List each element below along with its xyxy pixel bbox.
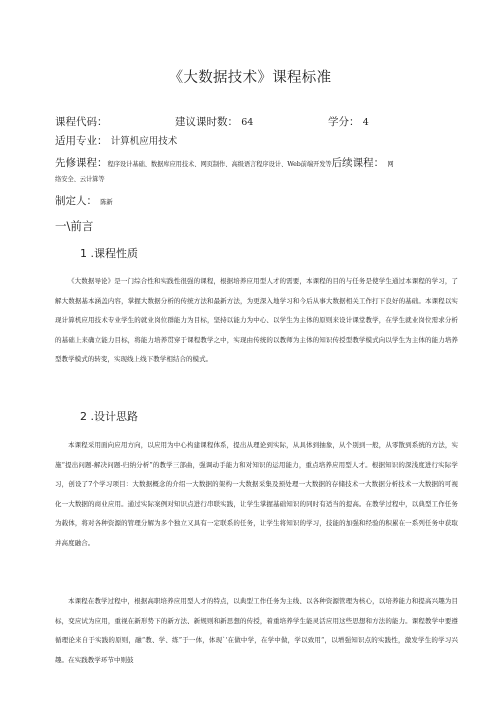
meta-row-major [55,133,177,148]
prereq-value: 程序设计基础、数据库应用技术、网页制作、高级语言程序设计、Web前端开发等 [107,161,332,168]
meta-row-code [55,114,108,129]
subheading-design-ideas: 2 .设计思路 [80,410,138,423]
major-value: 计算机应用技术 [110,136,178,147]
major-label: 适用专业： [55,135,108,147]
paragraph-design-ideas-2: 本课程在教学过程中，根据高职培养应用型人才的特点，以典型工作任务为主线、以各种资源管理为核心，以培养能力和提高兴趣为目标，变应试为应用，重视在新形势下的新方法、新规则和新思想的传授，着重培养学生能灵活应用这些思想和方法的能力。课程教学中要遵循理论来自于实践的原则，融“教、学、练”于一体，体现`'在做中学，在学中做，学以致用“，以增强知识点的实践性，激发学生的学习兴趣。在实践教学环节中则鼓 [55,597,458,664]
credit-label: 学分： [328,116,360,128]
author-value: 陈新 [100,199,113,206]
subheading-course-nature: 1 .课程性质 [80,247,138,260]
credit-value: 4 [362,117,369,128]
meta-row-author [55,193,113,208]
meta-row-hours [175,114,253,129]
author-label: 制定人： [55,195,97,207]
section-heading-preface: 一\前言 [55,219,94,233]
hours-label: 建议课时数： [175,116,238,128]
hours-value: 64 [241,117,254,128]
followup-label: 后续课程： [331,157,385,169]
followup-value: 网 [387,161,394,168]
meta-row-credit [328,114,369,129]
document-title: 《大数据技术》课程标准 [168,70,332,86]
meta-row-followup-cont [55,173,105,184]
followup-value-cont: 络安全、云计算等 [55,176,105,183]
paragraph-course-nature: 《大数据导论》是一门综合性和实践性很强的课程，根据培养应用型人才的需要，本课程的目的与任务是使学生通过本课程的学习，了解大数据基本涵盖内容，掌握大数据分析的传统方法和最新方法，为更深入地学习和今后从事大数据相关工作打下良好的基础。本课程以实现计算机应用技术专业学生的就业岗位群能力为目标，坚持以能力为中心、以学生为主体的原则来设计课堂教学，在学生就业岗位需求分析的基础上来确立能力目标，将能力培养贯穿于课程教学之中，实现由传统的以教师为主体的知识传授型教学模式向以学生为主体的能力培养型教学模式的转变，实现线上线下教学相结合的模式。 [55,277,458,364]
meta-row-prereq [55,155,394,170]
course-code-label: 课程代码： [55,116,108,128]
prereq-label: 先修课程： [55,157,108,169]
paragraph-design-ideas-1: 本课程采用面向应用方向，以应用为中心构建课程体系，提出从理论到实际，从具体到抽象，从个别到一般，从零散到系统的方法，实施“提出问题-解决问题-归纳分析”的教学三部曲，强调动手能力和对知识的运用能力，重点培养应用型人才。根据知识的深浅度进行实际学习，创设了7个学习项目：大数据概念的介绍一大数据的架构一大数据采集及预处理一大数据的存储技术一大数据分析技术一大数据的可视化一大数据的商业应用。通过实际案例对知识点进行串联实践，让学生掌握基础知识的同时有适当的提高。在教学过程中，以典型工作任务为载体，将对各种资源的管理分解为多个独立又具有一定联系的任务，让学生将知识的学习，技能的加强和经验的积累在一系列任务中获取并高度融合。 [55,441,458,547]
